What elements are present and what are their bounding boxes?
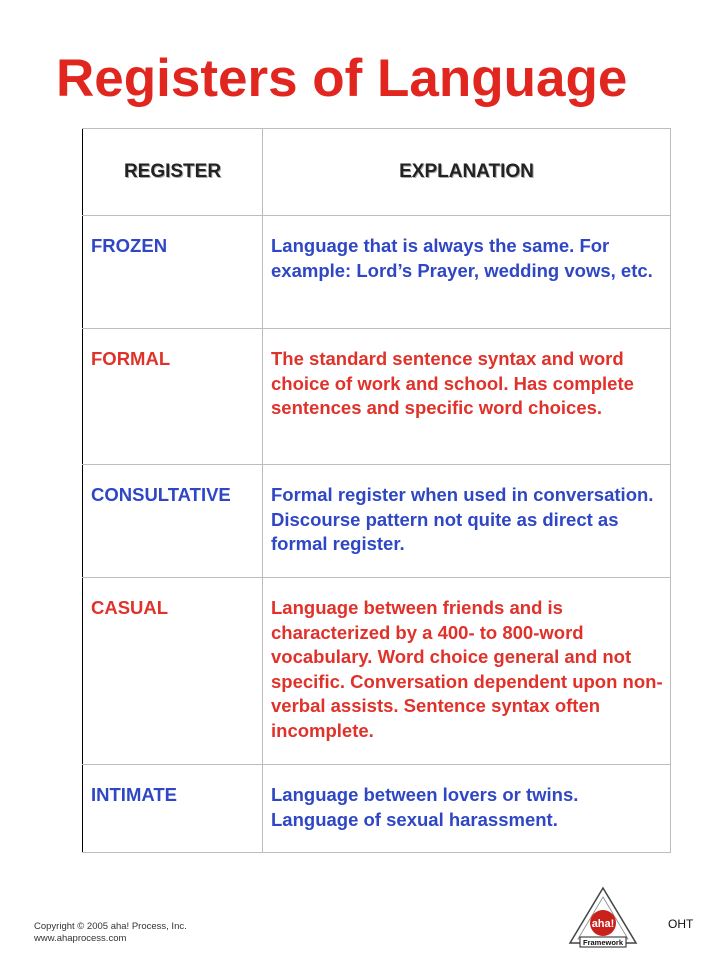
register-cell: CASUAL [83, 578, 263, 765]
aha-framework-logo-icon [566, 885, 640, 949]
table-row [83, 578, 671, 765]
explanation-column-header: EXPLANATION [263, 129, 671, 216]
table-row [83, 765, 671, 853]
register-cell: INTIMATE [83, 765, 263, 853]
explanation-cell: The standard sentence syntax and word choice of work and school. Has complete sentences and specific word choices. [263, 329, 671, 465]
page-title: Registers of Language [56, 49, 628, 108]
registers-table [82, 128, 671, 853]
explanation-cell: Language that is always the same. For example: Lord’s Prayer, wedding vows, etc. [263, 216, 671, 329]
website-text: www.ahaprocess.com [34, 933, 127, 944]
oht-label: OHT [668, 917, 694, 931]
table-row [83, 216, 671, 329]
copyright-block [34, 921, 187, 945]
register-cell: FROZEN [83, 216, 263, 329]
table-row [83, 465, 671, 578]
explanation-cell: Formal register when used in conversation. Discourse pattern not quite as direct as formal register. [263, 465, 671, 578]
register-cell: FORMAL [83, 329, 263, 465]
register-column-header: REGISTER [83, 129, 263, 216]
logo-brand-text: aha! [591, 918, 615, 930]
table-row [83, 329, 671, 465]
register-cell: CONSULTATIVE [83, 465, 263, 578]
explanation-cell: Language between lovers or twins. Language of sexual harassment. [263, 765, 671, 853]
explanation-cell: Language between friends and is characterized by a 400- to 800-word vocabulary. Word choice general and not specific. Conversation dependent upon non-verbal assists. Sentence syntax often incomplete. [263, 578, 671, 765]
table-header-row [83, 129, 671, 216]
logo-caption-text: Framework [582, 938, 624, 947]
copyright-text: Copyright © 2005 aha! Process, Inc. [34, 921, 187, 932]
